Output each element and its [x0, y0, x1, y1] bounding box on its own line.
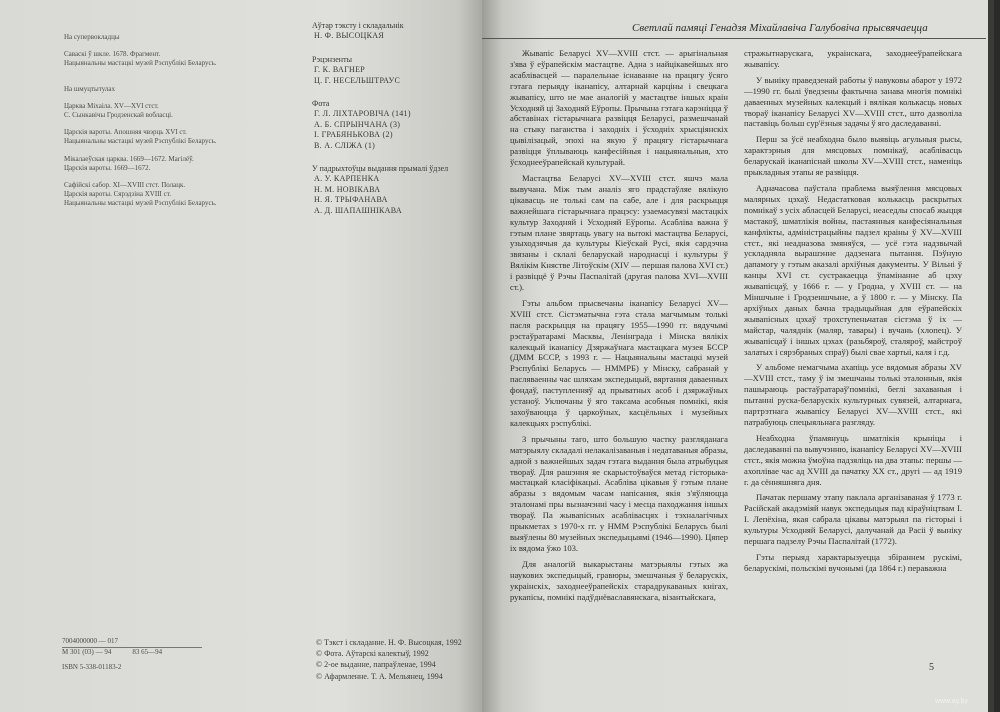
imprint-rule: [62, 647, 202, 648]
caption-line: На шмуцтытулах: [64, 84, 115, 93]
caption-block: [64, 50, 254, 68]
caption-line: Саваскі ў шкле. 1678. Фрагмент.: [64, 50, 161, 59]
photographer-name: І. ГРАБЯНЬКОВА (2): [314, 130, 393, 140]
paragraph: З прычыны таго, што большую частку разгляданага матэрыялу складалі нелакалізаваныя і недатаваныя абразы, адной з важнейшых задач гэтага выдання была атрыбуцыя твораў. Для рашэння яе скарыстоўваўся метад гісторыка-мастацкай класіфікацыі. Асабліва цікавыя ў гэтым плане абразы з вядомым часам напісання, якія з'яўляюцца эталонамі пры вызначэнні часу і месца паходжання іншых твораў. Па жывапісных асаблівасцях і тэхналагічных прыкметах з 1970-х гг. у НММ Рэспублікі Беларусь былі выяўлены 80 музейных экспедыцыямі (1946—1990). Цяпер іх вядома ўжо 103.: [510, 433, 728, 553]
caption-block: [64, 85, 254, 94]
illustration-captions: [64, 33, 254, 217]
reviewer-name: Г. К. ВАГНЕР: [314, 65, 366, 75]
imprint-code: 7004000000 — 017: [62, 637, 118, 645]
photographer-name: А. Б. СПРЫНЧАНА (3): [314, 119, 401, 129]
participant-name: А. У. КАРПЕНКА: [314, 174, 380, 184]
author-name: Н. Ф. ВЫСОЦКАЯ: [314, 31, 384, 41]
reviewers-heading: Рэцэнзенты: [312, 54, 352, 64]
caption-line: Нацыянальны мастацкі музей Рэспублікі Беларусь.: [64, 59, 217, 68]
imprint-code: М 301 (03) — 94: [62, 647, 112, 656]
caption-block: [64, 102, 254, 120]
paragraph: Для аналогій выкарыстаны матэрыялы гэтых жа наукових экспедыцый, гравюры, змешчаныя ў беларускіх, украінскіх, заходнееўрапейскіх старадрукаваных кнігах, рукапісы, помнікі падўднёваславянскага, візантыйскага,: [510, 558, 728, 602]
copyright-block: [316, 637, 462, 682]
credits-column: [312, 16, 477, 216]
caption-line: Сафійскі сабор. XI—XVIII стст. Полацк.: [64, 181, 186, 190]
participant-name: Н. М. НОВІКАВА: [314, 184, 381, 194]
paragraph: Жывапіс Беларусі XV—XVIII стст. — арыгінальная з'ява ў еўрапейскім мастацтве. Адна з найцікавейшых яго асаблівасцей — паралельнае існаванне на працягу ўсяго гэтага перыяду іканапісу, алтарнай карціны і свецкага жывапісу, што не мае аналогій у мастацтве іншых краін Усходняй ці Заходняй Еўропы. Прычына гэтага карэніцца ў абставінах гістарычнага развіцця Беларусі, размешчанай на стыку паганства і заходніх і ўсходніх хрысціянскіх цывілізацый, эпохі на якую ў працягу гістарычнага развіцця ўплываюць канфесійныя і нацыянальныя, хто ўсходнееўрапейскай культурай.: [510, 48, 729, 168]
page-number: 5: [929, 662, 934, 673]
caption-line: Царскія вароты. Сярэдзіна XVIII ст.: [64, 190, 171, 199]
paragraph: Неабходна ўпамянуць шматлікія крыніцы і даследаванні па вывучэнню, іканапісу Беларусі XV—XVIII стст., якія можна ўмоўна падзяліць на два этапы: першы — ахоплівае час ад XVIII да пачатку XX ст., другі — ад 1919 г. да сённяшняга дня.: [744, 432, 962, 487]
caption-line: Царскія вароты. 1669—1672.: [64, 163, 151, 172]
paragraph: Гэты перыяд характарызуецца збіраннем рускімі, беларускімі, польскімі вучонымі (да 1864 г.) пераважна: [744, 551, 962, 573]
imprint-line: [62, 648, 202, 658]
paragraph: Пачатак першаму этапу паклала арганізаваная ў 1773 г. Расійскай акадэміяй навук экспедыцыя пад кіраўніцтвам І. І. Лепёхіна, якая сабрала цікавы матэрыял па гісторыі і культуры Усходняй Беларусі, далучанай да Расіі ў выніку першага падзелу Рэчы Паспалітай (1772).: [744, 492, 962, 547]
caption-line: С. Сынкавічы Гродзенскай вобласці.: [64, 111, 173, 120]
caption-line: Нацыянальны мастацкі музей Рэспублікі Беларусь.: [64, 199, 217, 208]
photographer-name: В. А. СЛІЖА (1): [314, 140, 376, 150]
paragraph: У альбоме немагчыма ахапіць усе вядомыя абразы XV—XVIII стст., таму ў ім змешчаны толькі эталонныя, якія пашыраюць растаўратараў'помнікі, беглі захаваныя і пытанні руска-беларускіх культурных сувязей, алтарнага, партрэтнага жывапісу Беларусі XV—XVIII стст., які патрабуюць спецыяльнага разгляду.: [744, 362, 962, 427]
paragraph: Мастацтва Беларусі XV—XVIII стст. яшчэ мала вывучана. Між тым аналіз яго прадстаўляе вялікую цікавасць не толькі сам па сабе, але і для раскрыцця важнейшага гістарычнага працэсу: узаемасувязі мастацкіх культур Заходняй і Усходняй Еўропы. Асабліва важна ў гэтым плане звяртаць увагу на вытокі мастацтва Беларусі, узыходзячыя да культуры Кіеўскай Русі, якія сардэчна звязаны і склалі беларускай народнасці і культуры ў Вялікім Княстве Літоўскім (XIV — першая палова XVI ст.) і развіццё ў Рэчы Паспалітай (другая палова XVI—XVIII ст.).: [510, 172, 728, 293]
imprint: [62, 637, 202, 673]
caption-line: Царскія вароты. Апошняя чвэрць XVI ст.: [64, 128, 187, 137]
paragraph: Адначасова паўстала праблема выяўлення мясцовых малярных цэхаў. Недастатковая колькасць раскрытых помнікаў з усіх абласцей Беларусі, неаседлы спосаб жыцця мастакоў, шматлікія войны, пастаянныя канфесіянальныя канфлікты, адміністрацыйны падзел краіны ў XV—XVIII стст., які неадназова змяняўся, — усё гэта надзвычай ускладняла вырашэнне дадзенага пытання. Пэўную дапамогу у гэтым аказалі архіўныя дакументы. У Вільні ў канцы XVI ст. сустракаецца ўпамінанне аб цэху жывапісцаў, у 1666 г. — у Гродна, у XVIII ст. — на Міншчыне і Гродзеншчыне, а ў 1800 г. — у Мінску. Па архіўных даных бачна традыцыйная для еўрапейскіх жывапісных цэхаў трохступеньчатая сістэма ў іх — майстар, чаляднік (маляр, тавары) і вучань (хлопец). У жывапісцаў і іншых цэхах (разьбяроў, сталяроў, майстроў залатых і сярэбраных спраў) былі свае хартыі, каля і г.д.: [744, 182, 962, 357]
copyright-line: © Фота. Аўтарскі калектыў, 1992: [316, 649, 429, 659]
left-page: [0, 0, 482, 712]
caption-block: [64, 33, 254, 42]
right-page: [482, 0, 994, 712]
imprint-suffix: 83 65—94: [132, 647, 163, 656]
paragraph: Перш за ўсё неабходна было выявіць агульныя рысы, характэрныя для мясцовых помнікаў, асаблівасць беларускай іканапіснай школы XV—XVIII стст., наменіць прыкладныя этапы яе развіцця.: [744, 134, 962, 178]
copyright-line: © Тэкст і складанне. Н. Ф. Высоцкая, 1992: [316, 638, 462, 647]
participant-name: Н. Я. ТРЫФАНАВА: [314, 195, 388, 205]
page-edge: [988, 0, 994, 712]
caption-line: Нацыянальны мастацкі музей Рэспублікі Беларусь.: [64, 137, 217, 146]
imprint-line: [62, 637, 202, 647]
paragraph: Гэты альбом прысвечаны іканапісу Беларусі XV—XVIII стст. Сістэматычна гэта стала магчымым толькі пасля раскрыцця на працягу 1955—1990 гг. вядучымі рэстаўратарамі Масквы, Ленінграда і Мінска вялікіх калекцый іканапісу Дзяржаўнага мастацкага музея БССР (ДММ БССР, з 1993 г. — Нацыянальны мастацкі музей Рэспублікі Беларусь — НММРБ) у Мінску, сабранай у пасляваенны час шляхам экспедыцый, вяртання даваенных фондаў, паступленняў ад прыватных асоб і дзяржаўных устаноў. Уключаны ў яго таксама асобныя помнікі, якія захоўваюцца ў царкоўных, касцёльных і музейных калекцыях рэспублікі.: [510, 297, 728, 428]
participant-name: А. Д. ШАПАШНІКАВА: [314, 205, 402, 215]
isbn: ISBN 5-338-01183-2: [62, 663, 122, 671]
caption-line: Царква Міхаіла. XV—XVI стст.: [64, 101, 159, 110]
text-column-2: [744, 48, 962, 579]
reviewer-name: Ц. Г. НЕСЕЛЬШТРАУС: [314, 75, 401, 85]
photo-heading: Фота: [312, 99, 330, 109]
author-heading: Аўтар тэксту і складальнік: [312, 21, 404, 30]
caption-line: На супервокладцы: [64, 33, 120, 41]
copyright-line: © 2-ое выданне, папраўленае, 1994: [316, 660, 436, 670]
photographer-name: Г. Л. ЛІХТАРОВІЧА (141): [314, 109, 411, 119]
copyright-line: © Афармленне. Т. А. Мельянец, 1994: [316, 671, 443, 681]
caption-block: [64, 181, 254, 209]
text-column-1: [510, 48, 728, 607]
watermark: www.ay.by: [935, 698, 968, 705]
paragraph: стражытнарускага, украінскага, заходнееўрапейскага жывапісу.: [744, 48, 962, 69]
caption-line: Мікалаеўская царква. 1669—1672. Магілёў.: [64, 154, 194, 163]
header-rule: [482, 38, 986, 39]
dedication: Светлай памяці Генадзя Міхайлавіча Галубовіча прысвячаецца: [632, 22, 928, 34]
caption-block: [64, 128, 254, 146]
participants-heading: У падрыхтоўцы выдання прымалі ўдзел: [312, 164, 449, 174]
caption-block: [64, 155, 254, 173]
paragraph: У выніку праведзенай работы ў навуковы абарот у 1972—1990 гг. былі ўведзены фактычна занава многія помнікі даваенных музейных калекцый і вялікая колькасць новых твораў іканапісу Беларусі XV—XVIII стст., што дазволіла паставіць больш сур'ёзныя задачы ў яго даследаванні.: [744, 74, 962, 129]
